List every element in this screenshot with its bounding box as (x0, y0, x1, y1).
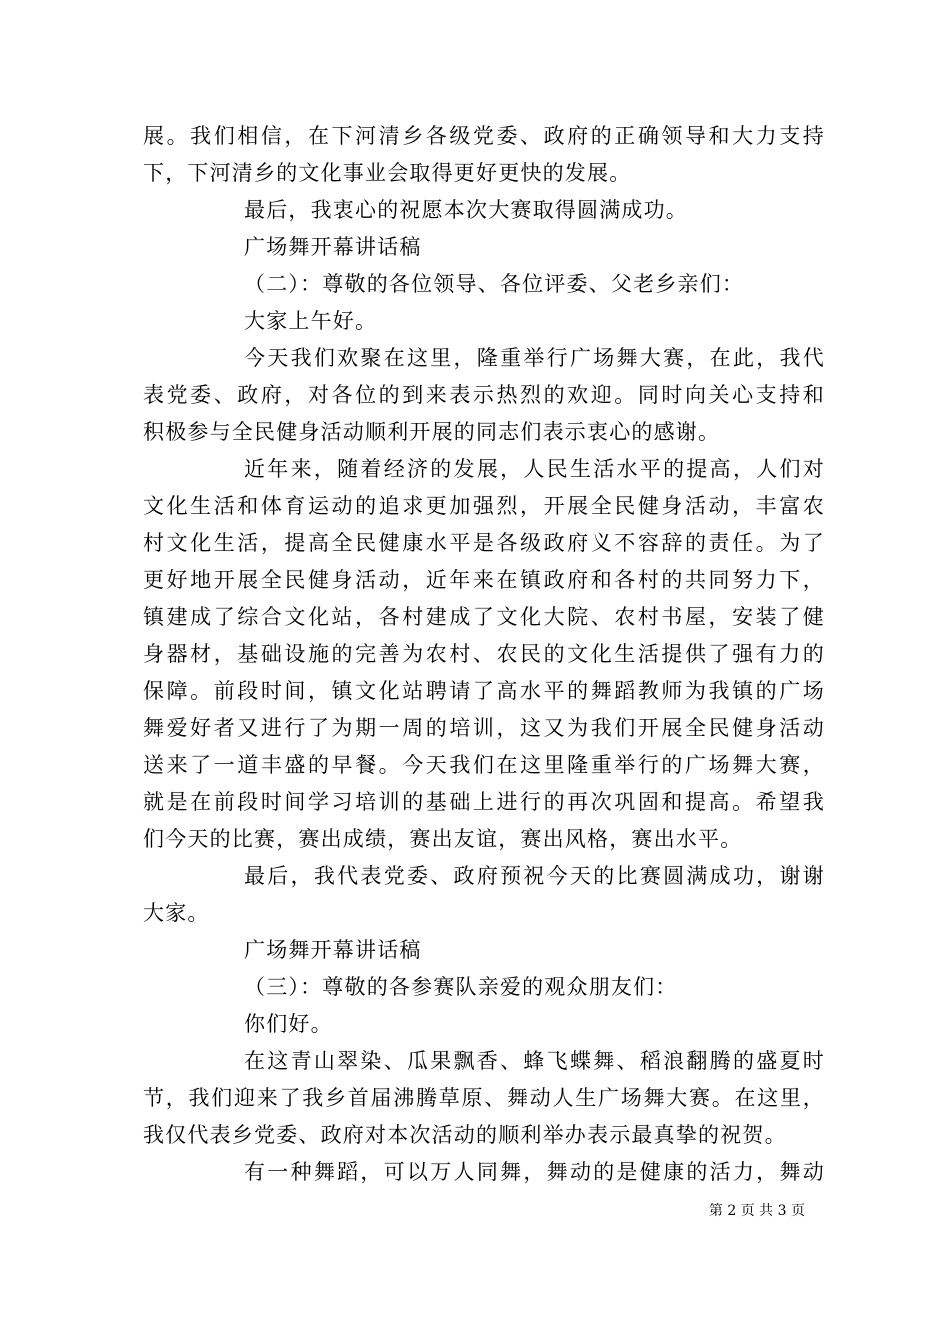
document-body (143, 118, 825, 1191)
text-line: 送来了一道丰盛的早餐。今天我们在这里隆重举行的广场舞大赛， (143, 753, 825, 777)
text-line: 更好地开展全民健身活动，近年来在镇政府和各村的共同努力下， (143, 568, 825, 592)
text-line: 积极参与全民健身活动顺利开展的同志们表示衷心的感谢。 (143, 420, 721, 444)
text-line: （二）：尊敬的各位领导、各位评委、父老乡亲们： (244, 272, 745, 296)
text-line: 最后，我代表党委、政府预祝今天的比赛圆满成功，谢谢 (244, 864, 825, 888)
section-heading: 广场舞开幕讲话稿 (244, 235, 422, 259)
text-line: （三）：尊敬的各参赛队亲爱的观众朋友们： (244, 975, 678, 999)
text-line: 村文化生活，提高全民健康水平是各级政府义不容辞的责任。为了 (143, 531, 825, 555)
text-line: 最后，我衷心的祝愿本次大赛取得圆满成功。 (244, 198, 688, 222)
text-line: 镇建成了综合文化站，各村建成了文化大院、农村书屋，安装了健 (143, 605, 825, 629)
text-line: 今天我们欢聚在这里，隆重举行广场舞大赛，在此，我代 (244, 346, 825, 370)
page-number: 第 2 页 共 3 页 (708, 1203, 805, 1219)
text-line: 大家上午好。 (244, 309, 378, 333)
text-line: 你们好。 (244, 1012, 333, 1036)
text-line: 们今天的比赛，赛出成绩，赛出友谊，赛出风格，赛出水平。 (143, 827, 743, 851)
text-line: 有一种舞蹈，可以万人同舞，舞动的是健康的活力，舞动 (244, 1160, 825, 1184)
text-line: 就是在前段时间学习培训的基础上进行的再次巩固和提高。希望我 (143, 790, 825, 814)
text-line: 舞爱好者又进行了为期一周的培训，这又为我们开展全民健身活动 (143, 716, 825, 740)
text-line: 身器材，基础设施的完善为农村、农民的文化生活提供了强有力的 (143, 642, 825, 666)
text-line: 文化生活和体育运动的追求更加强烈，开展全民健身活动，丰富农 (143, 494, 825, 518)
section-heading: 广场舞开幕讲话稿 (244, 938, 422, 962)
text-line: 近年来，随着经济的发展，人民生活水平的提高，人们对 (244, 457, 825, 481)
text-line: 我仅代表乡党委、政府对本次活动的顺利举办表示最真挚的祝贺。 (143, 1123, 787, 1147)
text-line: 展。我们相信，在下河清乡各级党委、政府的正确领导和大力支持 (143, 124, 825, 148)
text-line: 保障。前段时间，镇文化站聘请了高水平的舞蹈教师为我镇的广场 (143, 679, 825, 703)
text-line: 表党委、政府，对各位的到来表示热烈的欢迎。同时向关心支持和 (143, 383, 825, 407)
text-line: 下，下河清乡的文化事业会取得更好更快的发展。 (143, 161, 632, 185)
text-line: 节，我们迎来了我乡首届沸腾草原、舞动人生广场舞大赛。在这里， (143, 1086, 825, 1110)
text-line: 在这青山翠染、瓜果飘香、蜂飞蝶舞、稻浪翻腾的盛夏时 (244, 1049, 825, 1073)
text-line: 大家。 (143, 901, 210, 925)
